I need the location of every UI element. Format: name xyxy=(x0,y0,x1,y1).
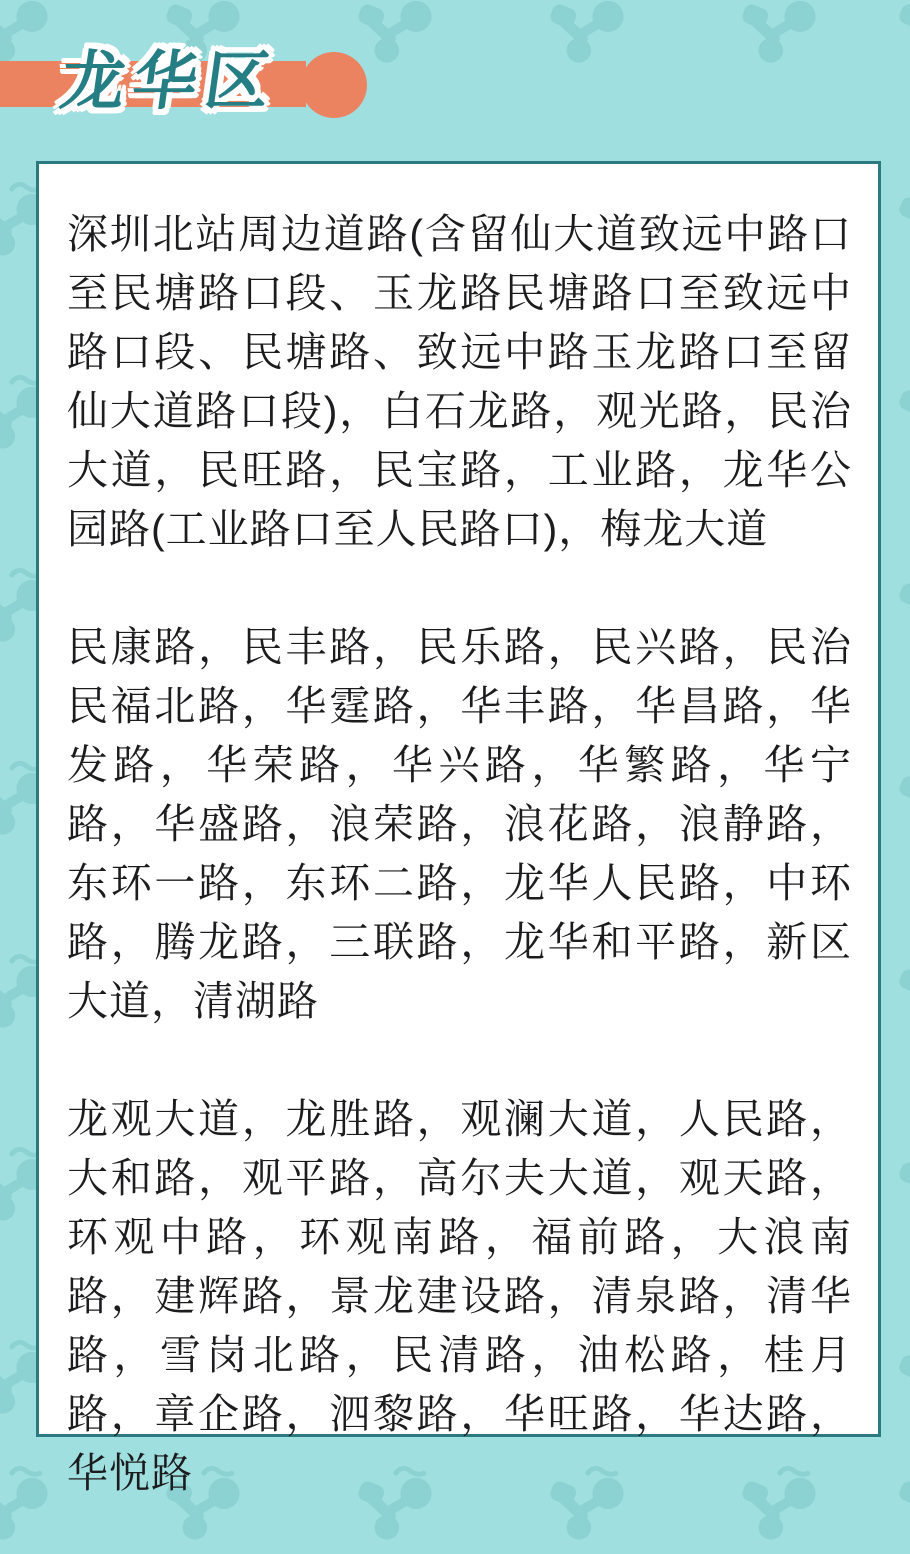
road-list-card xyxy=(36,161,881,1496)
scooter-icon xyxy=(890,1138,910,1231)
road-list-paragraph-minzhi-longhua: 民康路，民丰路，民乐路，民兴路，民治民福北路，华霆路，华丰路，华昌路，华发路，华荣路，华兴路，华繁路，华宁路，华盛路，浪荣路，浪花路，浪静路，东环一路，东环二路，龙华人民路，中环路，腾龙路，三联路，龙华和平路，新区大道，清湖路 xyxy=(67,624,852,1024)
scooter-icon xyxy=(890,1331,910,1424)
scooter-icon xyxy=(890,1457,910,1550)
page-title: 龙华区 xyxy=(56,45,283,117)
scooter-icon xyxy=(890,752,910,845)
header xyxy=(0,0,910,160)
title-bar-circle-decoration xyxy=(301,52,367,118)
road-list-paragraph-guanlan-dalang: 龙观大道，龙胜路，观澜大道，人民路，大和路，观平路，高尔夫大道，观天路，环观中路，环观南路，福前路，大浪南路，建辉路，景龙建设路，清泉路，清华路，雪岗北路，民清路，油松路，桂月路，章企路，泗黎路，华旺路，华达路，华悦路 xyxy=(67,1096,852,1496)
scooter-icon xyxy=(890,945,910,1038)
scooter-icon xyxy=(890,173,910,266)
scooter-icon xyxy=(0,1457,57,1550)
road-list-paragraph-shenzhen-north: 深圳北站周边道路(含留仙大道致远中路口至民塘路口段、玉龙路民塘路口至致远中路口段、民塘路、致远中路玉龙路口至留仙大道路口段)，白石龙路，观光路，民治大道，民旺路，民宝路，工业路，龙华公园路(工业路口至人民路口)，梅龙大道 xyxy=(67,211,852,552)
scooter-icon xyxy=(890,366,910,459)
scooter-icon xyxy=(890,559,910,652)
